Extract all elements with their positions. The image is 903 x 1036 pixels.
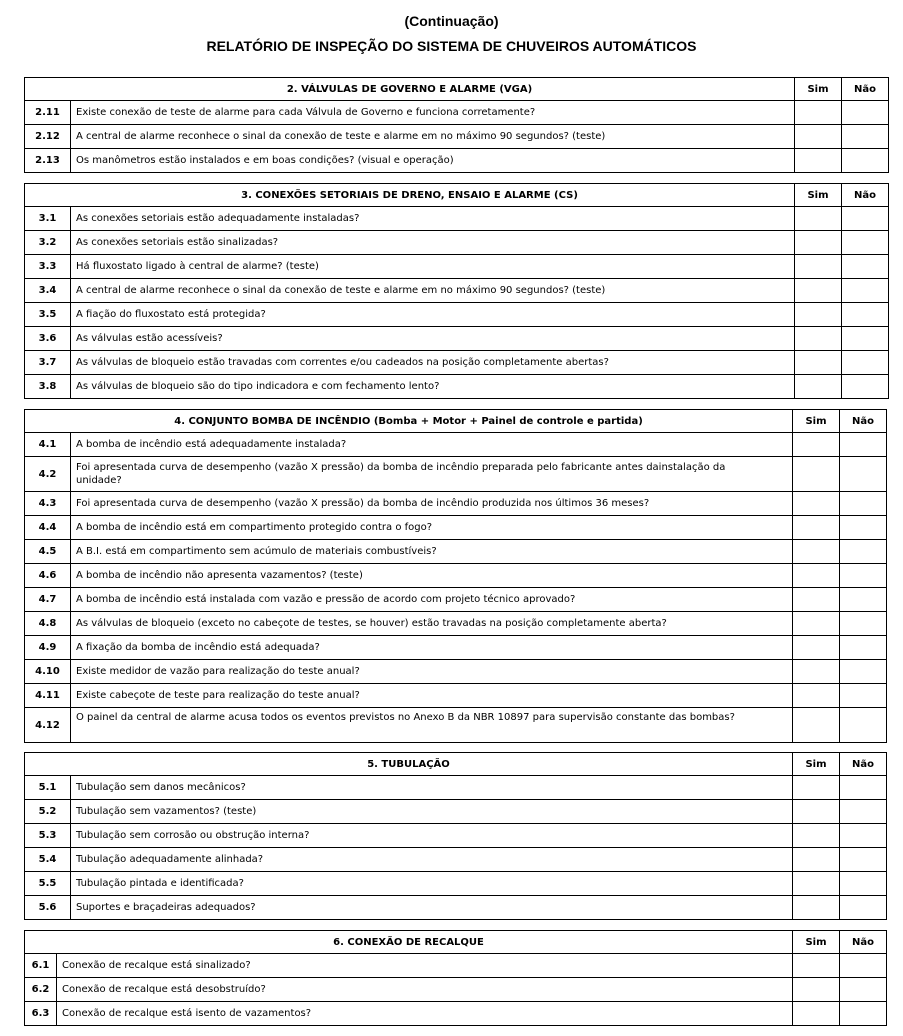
item-question: A bomba de incêndio está adequadamente instalada?: [71, 433, 793, 457]
item-question: As conexões setoriais estão sinalizadas?: [71, 231, 795, 255]
section-title: 5. TUBULAÇÃO: [25, 753, 793, 776]
checklist-row: [25, 303, 889, 327]
checklist-row: [25, 149, 889, 173]
nao-column-header: Não: [842, 78, 889, 101]
checklist-row: [25, 279, 889, 303]
checklist-row: [25, 255, 889, 279]
checklist-row: [25, 457, 887, 492]
nao-column-header: Não: [842, 184, 889, 207]
sim-checkbox-cell[interactable]: [795, 303, 842, 327]
item-question: O painel da central de alarme acusa todos os eventos previstos no Anexo B da NBR 10897 para supervisão constante das bombas?: [71, 708, 793, 743]
nao-checkbox-cell[interactable]: [840, 636, 887, 660]
section-recalque-table: [24, 930, 887, 1026]
checklist-row: [25, 872, 887, 896]
item-question: As válvulas de bloqueio são do tipo indicadora e com fechamento lento?: [71, 375, 795, 399]
item-question: Conexão de recalque está desobstruído?: [57, 978, 793, 1002]
item-question: A central de alarme reconhece o sinal da conexão de teste e alarme em no máximo 90 segundos? (teste): [71, 125, 795, 149]
nao-checkbox-cell[interactable]: [840, 824, 887, 848]
continuation-label: (Continuação): [404, 13, 499, 29]
sim-checkbox-cell[interactable]: [795, 149, 842, 173]
checklist-row: [25, 433, 887, 457]
nao-checkbox-cell[interactable]: [840, 800, 887, 824]
item-number: 6.3: [25, 1002, 57, 1026]
checklist-row: [25, 660, 887, 684]
nao-checkbox-cell[interactable]: [840, 612, 887, 636]
nao-checkbox-cell[interactable]: [840, 540, 887, 564]
item-number: 5.1: [25, 776, 71, 800]
item-number: 2.13: [25, 149, 71, 173]
item-question: As válvulas estão acessíveis?: [71, 327, 795, 351]
sim-checkbox-cell[interactable]: [793, 776, 840, 800]
section-pump-table: [24, 409, 887, 743]
item-number: 6.2: [25, 978, 57, 1002]
item-number: 2.12: [25, 125, 71, 149]
nao-checkbox-cell[interactable]: [840, 588, 887, 612]
checklist-row: [25, 800, 887, 824]
item-question: Tubulação adequadamente alinhada?: [71, 848, 793, 872]
item-number: 3.1: [25, 207, 71, 231]
item-number: 4.8: [25, 612, 71, 636]
item-question: A bomba de incêndio está em compartimento protegido contra o fogo?: [71, 516, 793, 540]
item-question: A bomba de incêndio está instalada com vazão e pressão de acordo com projeto técnico aprovado?: [71, 588, 793, 612]
item-question: Suportes e braçadeiras adequados?: [71, 896, 793, 920]
nao-checkbox-cell[interactable]: [840, 978, 887, 1002]
item-number: 3.7: [25, 351, 71, 375]
item-number: 3.2: [25, 231, 71, 255]
sim-checkbox-cell[interactable]: [795, 207, 842, 231]
nao-checkbox-cell[interactable]: [840, 457, 887, 492]
sim-column-header: Sim: [793, 753, 840, 776]
sim-checkbox-cell[interactable]: [793, 612, 840, 636]
nao-checkbox-cell[interactable]: [842, 375, 889, 399]
item-number: 5.4: [25, 848, 71, 872]
sim-checkbox-cell[interactable]: [793, 516, 840, 540]
item-question: A bomba de incêndio não apresenta vazamentos? (teste): [71, 564, 793, 588]
nao-checkbox-cell[interactable]: [842, 231, 889, 255]
section-header-row: [25, 410, 887, 433]
nao-checkbox-cell[interactable]: [842, 303, 889, 327]
checklist-row: [25, 351, 889, 375]
item-number: 4.7: [25, 588, 71, 612]
sim-checkbox-cell[interactable]: [793, 708, 840, 743]
checklist-row: [25, 684, 887, 708]
nao-checkbox-cell[interactable]: [840, 954, 887, 978]
checklist-row: [25, 207, 889, 231]
nao-checkbox-cell[interactable]: [840, 433, 887, 457]
item-number: 4.11: [25, 684, 71, 708]
checklist-row: [25, 708, 887, 743]
sim-checkbox-cell[interactable]: [793, 684, 840, 708]
sim-checkbox-cell[interactable]: [793, 457, 840, 492]
item-number: 5.5: [25, 872, 71, 896]
checklist-row: [25, 492, 887, 516]
item-question: Tubulação sem vazamentos? (teste): [71, 800, 793, 824]
item-question: Existe cabeçote de teste para realização do teste anual?: [71, 684, 793, 708]
checklist-row: [25, 540, 887, 564]
checklist-row: [25, 848, 887, 872]
checklist-row: [25, 612, 887, 636]
item-number: 4.5: [25, 540, 71, 564]
nao-column-header: Não: [840, 410, 887, 433]
section-header-row: [25, 931, 887, 954]
nao-checkbox-cell[interactable]: [840, 776, 887, 800]
item-number: 5.3: [25, 824, 71, 848]
sim-checkbox-cell[interactable]: [793, 954, 840, 978]
item-question: A B.I. está em compartimento sem acúmulo de materiais combustíveis?: [71, 540, 793, 564]
item-question: Foi apresentada curva de desempenho (vazão X pressão) da bomba de incêndio preparada pelo fabricante antes dainstalação da unidade?: [71, 457, 793, 492]
nao-checkbox-cell[interactable]: [842, 255, 889, 279]
checklist-row: [25, 231, 889, 255]
sim-checkbox-cell[interactable]: [793, 660, 840, 684]
sim-checkbox-cell[interactable]: [793, 978, 840, 1002]
sim-checkbox-cell[interactable]: [793, 540, 840, 564]
checklist-row: [25, 101, 889, 125]
nao-checkbox-cell[interactable]: [840, 660, 887, 684]
nao-checkbox-cell[interactable]: [842, 207, 889, 231]
section-cs-table: [24, 183, 889, 399]
item-question: A central de alarme reconhece o sinal da conexão de teste e alarme em no máximo 90 segundos? (teste): [71, 279, 795, 303]
item-number: 4.3: [25, 492, 71, 516]
sim-checkbox-cell[interactable]: [793, 800, 840, 824]
item-number: 4.12: [25, 708, 71, 743]
sim-checkbox-cell[interactable]: [795, 101, 842, 125]
section-title: 4. CONJUNTO BOMBA DE INCÊNDIO (Bomba + Motor + Painel de controle e partida): [25, 410, 793, 433]
item-question: Os manômetros estão instalados e em boas condições? (visual e operação): [71, 149, 795, 173]
sim-checkbox-cell[interactable]: [793, 588, 840, 612]
nao-checkbox-cell[interactable]: [840, 684, 887, 708]
item-number: 3.6: [25, 327, 71, 351]
checklist-row: [25, 636, 887, 660]
sim-checkbox-cell[interactable]: [795, 351, 842, 375]
sim-checkbox-cell[interactable]: [793, 433, 840, 457]
item-number: 5.6: [25, 896, 71, 920]
item-number: 4.10: [25, 660, 71, 684]
sim-column-header: Sim: [793, 410, 840, 433]
checklist-row: [25, 564, 887, 588]
sim-checkbox-cell[interactable]: [793, 824, 840, 848]
item-question: Existe medidor de vazão para realização do teste anual?: [71, 660, 793, 684]
sim-checkbox-cell[interactable]: [793, 848, 840, 872]
nao-checkbox-cell[interactable]: [840, 872, 887, 896]
section-header-row: [25, 78, 889, 101]
nao-checkbox-cell[interactable]: [840, 492, 887, 516]
nao-checkbox-cell[interactable]: [842, 351, 889, 375]
item-question: Tubulação sem corrosão ou obstrução interna?: [71, 824, 793, 848]
item-question: As conexões setoriais estão adequadamente instaladas?: [71, 207, 795, 231]
item-number: 3.4: [25, 279, 71, 303]
checklist-row: [25, 1002, 887, 1026]
nao-column-header: Não: [840, 753, 887, 776]
sim-checkbox-cell[interactable]: [795, 375, 842, 399]
item-question: Foi apresentada curva de desempenho (vazão X pressão) da bomba de incêndio produzida nos últimos 36 meses?: [71, 492, 793, 516]
nao-checkbox-cell[interactable]: [840, 516, 887, 540]
report-title: RELATÓRIO DE INSPEÇÃO DO SISTEMA DE CHUVEIROS AUTOMÁTICOS: [206, 38, 697, 54]
item-number: 3.3: [25, 255, 71, 279]
sim-column-header: Sim: [795, 184, 842, 207]
nao-checkbox-cell[interactable]: [842, 279, 889, 303]
item-question: As válvulas de bloqueio estão travadas com correntes e/ou cadeados na posição completamente abertas?: [71, 351, 795, 375]
sim-column-header: Sim: [793, 931, 840, 954]
sim-checkbox-cell[interactable]: [793, 896, 840, 920]
item-question: Existe conexão de teste de alarme para cada Válvula de Governo e funciona corretamente?: [71, 101, 795, 125]
nao-checkbox-cell[interactable]: [842, 149, 889, 173]
section-header-row: [25, 753, 887, 776]
checklist-row: [25, 776, 887, 800]
item-question: As válvulas de bloqueio (exceto no cabeçote de testes, se houver) estão travadas na posição completamente aberta?: [71, 612, 793, 636]
item-question: Tubulação sem danos mecânicos?: [71, 776, 793, 800]
sim-checkbox-cell[interactable]: [793, 636, 840, 660]
section-piping-table: [24, 752, 887, 920]
sim-checkbox-cell[interactable]: [793, 492, 840, 516]
item-question: Há fluxostato ligado à central de alarme? (teste): [71, 255, 795, 279]
checklist-row: [25, 954, 887, 978]
sim-checkbox-cell[interactable]: [795, 279, 842, 303]
item-question: Conexão de recalque está sinalizado?: [57, 954, 793, 978]
nao-checkbox-cell[interactable]: [840, 1002, 887, 1026]
nao-checkbox-cell[interactable]: [840, 848, 887, 872]
item-number: 4.2: [25, 457, 71, 492]
sim-checkbox-cell[interactable]: [795, 327, 842, 351]
checklist-row: [25, 125, 889, 149]
item-question: Conexão de recalque está isento de vazamentos?: [57, 1002, 793, 1026]
section-vga-table: [24, 77, 889, 173]
item-number: 5.2: [25, 800, 71, 824]
item-number: 4.6: [25, 564, 71, 588]
checklist-row: [25, 516, 887, 540]
section-title: 2. VÁLVULAS DE GOVERNO E ALARME (VGA): [25, 78, 795, 101]
section-title: 6. CONEXÃO DE RECALQUE: [25, 931, 793, 954]
item-number: 2.11: [25, 101, 71, 125]
nao-checkbox-cell[interactable]: [840, 896, 887, 920]
item-question: Tubulação pintada e identificada?: [71, 872, 793, 896]
sim-checkbox-cell[interactable]: [795, 255, 842, 279]
item-question: A fiação do fluxostato está protegida?: [71, 303, 795, 327]
checklist-row: [25, 824, 887, 848]
item-number: 3.8: [25, 375, 71, 399]
checklist-row: [25, 375, 889, 399]
checklist-row: [25, 327, 889, 351]
item-number: 3.5: [25, 303, 71, 327]
item-number: 4.9: [25, 636, 71, 660]
checklist-row: [25, 978, 887, 1002]
sim-checkbox-cell[interactable]: [793, 872, 840, 896]
item-number: 4.4: [25, 516, 71, 540]
nao-checkbox-cell[interactable]: [840, 708, 887, 743]
sim-checkbox-cell[interactable]: [795, 231, 842, 255]
item-number: 4.1: [25, 433, 71, 457]
sim-checkbox-cell[interactable]: [795, 125, 842, 149]
section-title: 3. CONEXÕES SETORIAIS DE DRENO, ENSAIO E ALARME (CS): [25, 184, 795, 207]
checklist-row: [25, 896, 887, 920]
nao-column-header: Não: [840, 931, 887, 954]
nao-checkbox-cell[interactable]: [842, 327, 889, 351]
checklist-row: [25, 588, 887, 612]
nao-checkbox-cell[interactable]: [842, 101, 889, 125]
sim-checkbox-cell[interactable]: [793, 1002, 840, 1026]
section-header-row: [25, 184, 889, 207]
item-number: 6.1: [25, 954, 57, 978]
sim-checkbox-cell[interactable]: [793, 564, 840, 588]
nao-checkbox-cell[interactable]: [840, 564, 887, 588]
nao-checkbox-cell[interactable]: [842, 125, 889, 149]
sim-column-header: Sim: [795, 78, 842, 101]
item-question: A fixação da bomba de incêndio está adequada?: [71, 636, 793, 660]
